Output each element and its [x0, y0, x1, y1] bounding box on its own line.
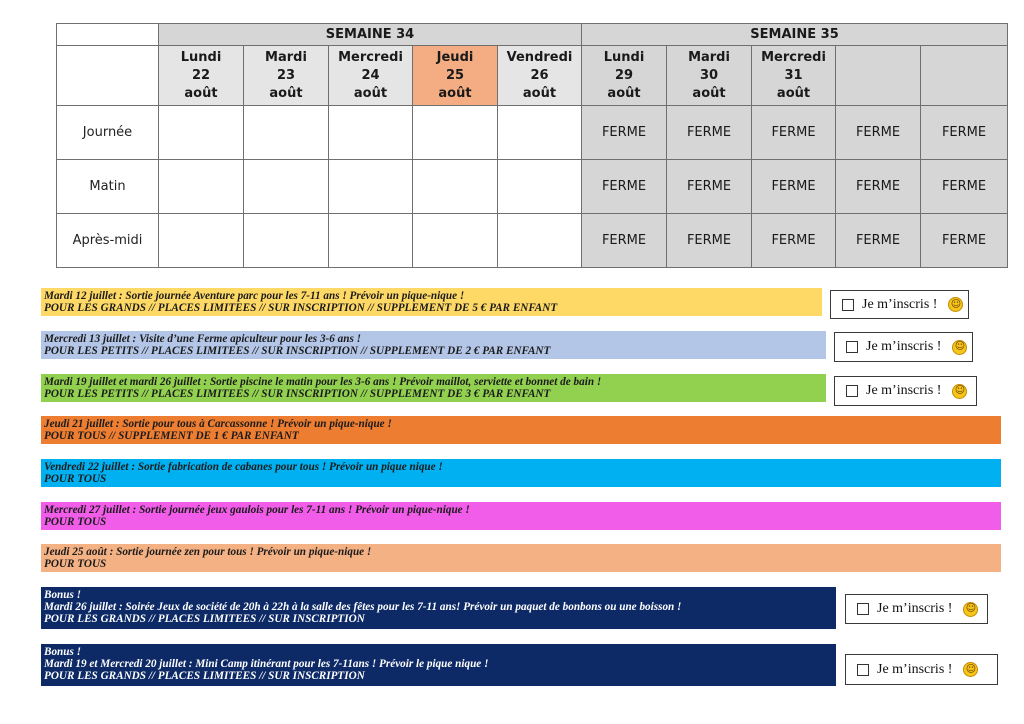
slot-cell[interactable] [329, 160, 413, 214]
slot-label-journee: Journée [57, 106, 159, 160]
day-header: Mardi 30 août [667, 46, 752, 106]
activity-title: Mercredi 27 juillet : Sortie journée jeux gaulois pour les 7-11 ans ! Prévoir un pique-nique ! [44, 504, 470, 516]
closed-cell: FERME [667, 214, 752, 268]
activity-title: Mardi 19 et Mercredi 20 juillet : Mini Camp itinérant pour les 7-11ans ! Prévoir le pique nique ! [44, 658, 489, 670]
day-header-highlighted: Jeudi 25 août [413, 46, 498, 106]
activity-conditions: POUR LES PETITS // PLACES LIMITEES // SUR INSCRIPTION // SUPPLEMENT DE 2 € PAR ENFANT [44, 345, 551, 357]
activity-banner [41, 288, 822, 316]
day-header-empty [921, 46, 1008, 106]
smiley-icon: ☺ [952, 340, 967, 355]
closed-cell: FERME [921, 106, 1008, 160]
smiley-icon: ☺ [952, 384, 967, 399]
signup-checkbox[interactable] [857, 603, 869, 615]
slot-cell[interactable] [244, 214, 329, 268]
signup-button[interactable] [845, 594, 988, 624]
slot-cell[interactable] [413, 160, 498, 214]
closed-cell: FERME [752, 214, 836, 268]
slot-cell[interactable] [329, 214, 413, 268]
activity-title: Mercredi 13 juillet : Visite d’une Ferme apiculteur pour les 3-6 ans ! [44, 333, 361, 345]
activity-banner [41, 416, 1001, 444]
activity-title: Jeudi 21 juillet : Sortie pour tous à Carcassonne ! Prévoir un pique-nique ! [44, 418, 392, 430]
bonus-label: Bonus ! [44, 646, 82, 658]
signup-checkbox[interactable] [846, 341, 858, 353]
closed-cell: FERME [836, 214, 921, 268]
activity-title: Mardi 12 juillet : Sortie journée Aventure parc pour les 7-11 ans ! Prévoir un pique-nique ! [44, 290, 465, 302]
activity-conditions: POUR TOUS [44, 473, 107, 485]
activity-banner [41, 544, 1001, 572]
closed-cell: FERME [752, 106, 836, 160]
activity-title: Vendredi 22 juillet : Sortie fabrication de cabanes pour tous ! Prévoir un pique nique ! [44, 461, 443, 473]
slot-cell[interactable] [413, 214, 498, 268]
activity-conditions: POUR TOUS [44, 516, 107, 528]
slot-cell[interactable] [498, 160, 582, 214]
activity-title: Mardi 19 juillet et mardi 26 juillet : Sortie piscine le matin pour les 3-6 ans ! Prévoir maillot, serviette et bonnet de bain ! [44, 376, 602, 388]
activity-banner [41, 502, 1001, 530]
activity-conditions: POUR LES GRANDS // PLACES LIMITEES // SUR INSCRIPTION // SUPPLEMENT DE 5 € PAR ENFANT [44, 302, 558, 314]
activity-conditions: POUR LES GRANDS // PLACES LIMITEES // SUR INSCRIPTION [44, 613, 365, 625]
slot-cell[interactable] [159, 214, 244, 268]
week-header: SEMAINE 34 [159, 24, 582, 46]
bonus-banner [41, 644, 836, 686]
activity-conditions: POUR TOUS [44, 558, 107, 570]
closed-cell: FERME [582, 106, 667, 160]
signup-button[interactable] [834, 376, 977, 406]
closed-cell: FERME [582, 160, 667, 214]
signup-label: Je m’inscris ! [877, 661, 953, 677]
smiley-icon: ☺ [963, 662, 978, 677]
slot-cell[interactable] [159, 106, 244, 160]
smiley-icon: ☺ [963, 602, 978, 617]
day-header: Mercredi 31 août [752, 46, 836, 106]
activity-banner [41, 459, 1001, 487]
closed-cell: FERME [667, 106, 752, 160]
slot-cell[interactable] [159, 160, 244, 214]
signup-label: Je m’inscris ! [862, 296, 938, 312]
smiley-icon: ☺ [948, 297, 963, 312]
activity-banner [41, 374, 826, 402]
closed-cell: FERME [667, 160, 752, 214]
week-header: SEMAINE 35 [582, 24, 1008, 46]
activity-title: Jeudi 25 août : Sortie journée zen pour tous ! Prévoir un pique-nique ! [44, 546, 372, 558]
closed-cell: FERME [836, 106, 921, 160]
slot-cell[interactable] [329, 106, 413, 160]
day-header-empty [836, 46, 921, 106]
closed-cell: FERME [921, 214, 1008, 268]
activity-conditions: POUR TOUS // SUPPLEMENT DE 1 € PAR ENFANT [44, 430, 299, 442]
corner-cell [57, 46, 159, 106]
closed-cell: FERME [836, 160, 921, 214]
day-header: Lundi 29 août [582, 46, 667, 106]
closed-cell: FERME [752, 160, 836, 214]
slot-cell[interactable] [413, 106, 498, 160]
activity-banner [41, 331, 826, 359]
slot-label-matin: Matin [57, 160, 159, 214]
signup-button[interactable] [834, 332, 973, 362]
closed-cell: FERME [921, 160, 1008, 214]
signup-button[interactable] [830, 290, 969, 319]
signup-checkbox[interactable] [846, 385, 858, 397]
day-header: Mercredi 24 août [329, 46, 413, 106]
signup-label: Je m’inscris ! [877, 601, 953, 616]
signup-checkbox[interactable] [857, 664, 869, 676]
activity-conditions: POUR LES GRANDS // PLACES LIMITEES // SUR INSCRIPTION [44, 670, 365, 682]
signup-checkbox[interactable] [842, 299, 854, 311]
day-header: Mardi 23 août [244, 46, 329, 106]
bonus-label: Bonus ! [44, 589, 82, 601]
day-header: Vendredi 26 août [498, 46, 582, 106]
corner-cell [57, 24, 159, 46]
bonus-banner [41, 587, 836, 629]
slot-cell[interactable] [244, 106, 329, 160]
activity-title: Mardi 26 juillet : Soirée Jeux de société de 20h à 22h à la salle des fêtes pour les 7-11 ans! Prévoir un paquet de bonbons ou une boisson ! [44, 601, 682, 613]
slot-label-apres-midi: Après-midi [57, 214, 159, 268]
signup-label: Je m’inscris ! [866, 339, 942, 354]
slot-cell[interactable] [498, 106, 582, 160]
activity-conditions: POUR LES PETITS // PLACES LIMITEES // SUR INSCRIPTION // SUPPLEMENT DE 3 € PAR ENFANT [44, 388, 551, 400]
signup-button[interactable] [845, 654, 998, 685]
day-header: Lundi 22 août [159, 46, 244, 106]
closed-cell: FERME [582, 214, 667, 268]
planning-table [56, 23, 1008, 268]
slot-cell[interactable] [498, 214, 582, 268]
signup-label: Je m’inscris ! [866, 383, 942, 398]
slot-cell[interactable] [244, 160, 329, 214]
